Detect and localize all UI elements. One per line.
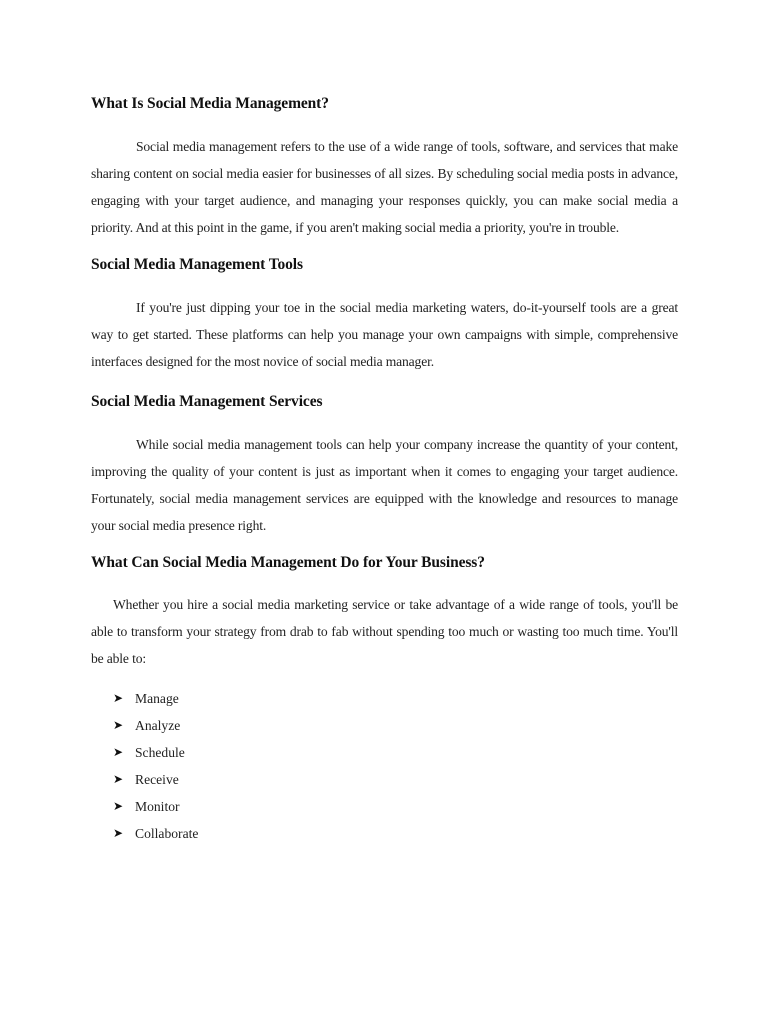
arrow-bullet-icon: ➤ bbox=[113, 718, 124, 732]
list-item bbox=[113, 820, 678, 847]
list-item-label: Schedule bbox=[135, 745, 185, 760]
section-heading-services: Social Media Management Services bbox=[91, 393, 323, 410]
section-paragraph-what-is: Social media management refers to the use of a wide range of tools, software, and services that make sharing content on social media easier for businesses of all sizes. By scheduling social media posts in advance, engaging with your target audience, and managing your responses quickly, you can make social media a priority. And at this point in the game, if you aren't making social media a priority, you're in trouble. bbox=[91, 139, 678, 235]
list-item-label: Analyze bbox=[135, 718, 181, 733]
list-item-label: Receive bbox=[135, 772, 179, 787]
list-item bbox=[113, 685, 678, 712]
document-page bbox=[91, 92, 678, 847]
list-item-label: Monitor bbox=[135, 799, 180, 814]
arrow-bullet-icon: ➤ bbox=[113, 799, 124, 813]
arrow-bullet-icon: ➤ bbox=[113, 772, 124, 786]
arrow-bullet-icon: ➤ bbox=[113, 745, 124, 759]
section-heading-what-is: What Is Social Media Management? bbox=[91, 95, 329, 112]
list-item bbox=[113, 793, 678, 820]
section-heading-business: What Can Social Media Management Do for Your Business? bbox=[91, 554, 485, 571]
section-paragraph-business: Whether you hire a social media marketing service or take advantage of a wide range of tools, you'll be able to transform your strategy from drab to fab without spending too much or wasting too much time. You'll be able to: bbox=[91, 597, 678, 666]
list-item bbox=[113, 739, 678, 766]
list-item bbox=[113, 766, 678, 793]
list-item-label: Manage bbox=[135, 691, 179, 706]
arrow-bullet-icon: ➤ bbox=[113, 691, 124, 705]
list-item bbox=[113, 712, 678, 739]
bullet-list bbox=[91, 685, 678, 847]
section-heading-tools: Social Media Management Tools bbox=[91, 256, 303, 273]
arrow-bullet-icon: ➤ bbox=[113, 826, 124, 840]
section-paragraph-services: While social media management tools can help your company increase the quantity of your content, improving the quality of your content is just as important when it comes to engaging your target audience. Fortunately, social media management services are equipped with the knowledge and resources to manage your social media presence right. bbox=[91, 437, 678, 533]
list-item-label: Collaborate bbox=[135, 826, 199, 841]
section-paragraph-tools: If you're just dipping your toe in the social media marketing waters, do-it-yourself tools are a great way to get started. These platforms can help you manage your own campaigns with simple, comprehensive interfaces designed for the most novice of social media manager. bbox=[91, 300, 678, 369]
